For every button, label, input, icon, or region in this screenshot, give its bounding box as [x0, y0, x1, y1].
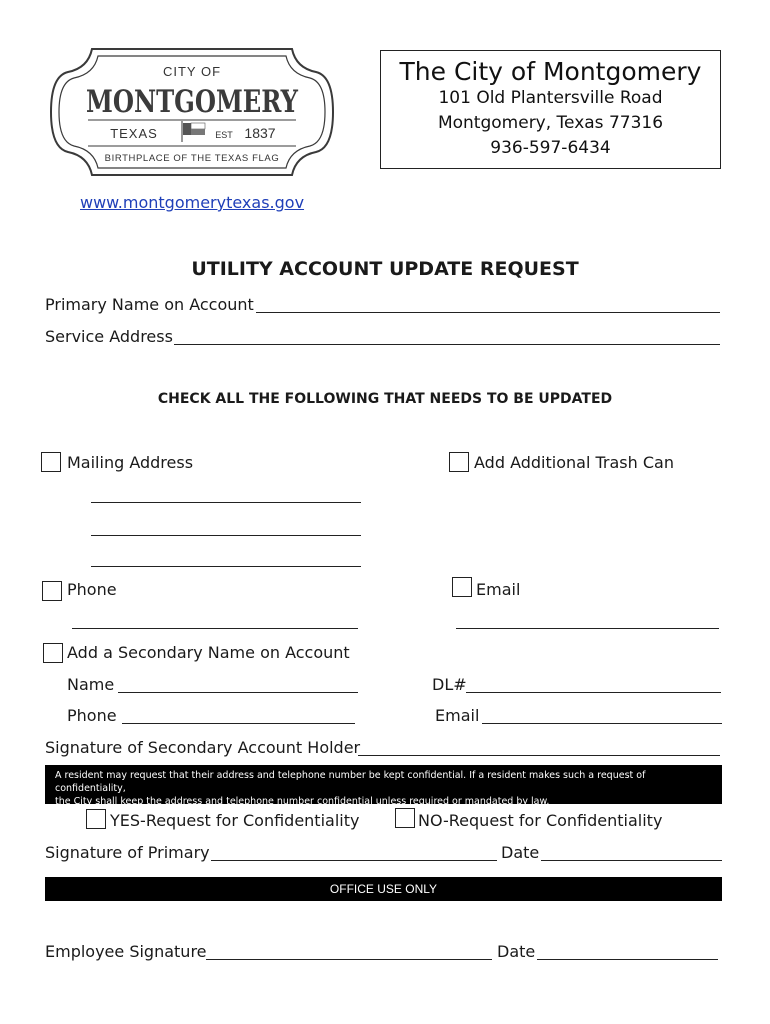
primary-signature-label: Signature of Primary: [45, 843, 210, 862]
employee-date-field[interactable]: [537, 959, 718, 960]
primary-date-label: Date: [501, 843, 540, 862]
mailing-address-line-2[interactable]: [91, 535, 361, 536]
city-title: The City of Montgomery: [399, 57, 702, 86]
address-line-2: Montgomery, Texas 77316: [437, 113, 664, 133]
secondary-signature-label: Signature of Secondary Account Holder: [45, 738, 361, 757]
phone-checkbox[interactable]: [42, 581, 62, 601]
secondary-signature-field[interactable]: [358, 755, 720, 756]
service-address-label: Service Address: [45, 327, 173, 346]
texas-flag-icon: [182, 121, 205, 142]
email-checkbox[interactable]: [452, 577, 472, 597]
logo-name: MONTGOMERY: [86, 84, 299, 120]
employee-signature-label: Employee Signature: [45, 942, 207, 961]
secondary-name-field[interactable]: [118, 692, 358, 693]
employee-signature-field[interactable]: [206, 959, 492, 960]
dl-field[interactable]: [466, 692, 721, 693]
secondary-name-label: Add a Secondary Name on Account: [67, 643, 350, 662]
primary-signature-field[interactable]: [211, 860, 497, 861]
city-phone: 936-597-6434: [490, 138, 611, 158]
city-logo: [48, 46, 336, 178]
phone-field[interactable]: [72, 628, 358, 629]
email-label: Email: [476, 580, 521, 599]
mailing-address-line-3[interactable]: [91, 566, 361, 567]
city-address-box: [380, 50, 721, 169]
address-line-1: 101 Old Plantersville Road: [438, 88, 663, 108]
service-address-field[interactable]: [174, 344, 720, 345]
logo-tagline: BIRTHPLACE OF THE TEXAS FLAG: [104, 153, 280, 164]
confidentiality-notice: [45, 765, 722, 807]
secondary-name-checkbox[interactable]: [43, 643, 63, 663]
dl-label: DL#: [432, 675, 467, 694]
mailing-address-label: Mailing Address: [67, 453, 194, 472]
logo-city-of: CITY OF: [162, 64, 222, 79]
mailing-address-checkbox[interactable]: [41, 452, 61, 472]
trash-can-label: Add Additional Trash Can: [474, 453, 674, 472]
phone-label: Phone: [67, 580, 117, 599]
website-link[interactable]: www.montgomerytexas.gov: [80, 193, 305, 212]
secondary-email-field[interactable]: [482, 723, 722, 724]
notice-line-1: A resident may request that their address and telephone number be kept confidential. If a resident makes such a request of confidentiality,: [55, 770, 646, 794]
mailing-address-line-1[interactable]: [91, 502, 361, 503]
primary-name-label: Primary Name on Account: [45, 295, 254, 314]
secondary-phone-label: Phone: [67, 706, 117, 725]
employee-date-label: Date: [497, 942, 536, 961]
logo-state: TEXAS: [110, 126, 158, 141]
trash-can-checkbox[interactable]: [449, 452, 469, 472]
office-use-banner: OFFICE USE ONLY: [45, 877, 722, 901]
primary-date-field[interactable]: [541, 860, 722, 861]
yes-confidentiality-label: YES-Request for Confidentiality: [110, 811, 360, 830]
logo-year: 1837: [244, 125, 276, 141]
form-title: UTILITY ACCOUNT UPDATE REQUEST: [191, 258, 579, 280]
email-field[interactable]: [456, 628, 719, 629]
logo-est: EST: [215, 130, 233, 140]
no-confidentiality-label: NO-Request for Confidentiality: [418, 811, 663, 830]
primary-name-field[interactable]: [256, 312, 720, 313]
check-section-title: CHECK ALL THE FOLLOWING THAT NEEDS TO BE UPDATED: [157, 391, 613, 407]
notice-line-2: the City shall keep the address and telephone number confidential unless required or mandated by law.: [55, 796, 550, 807]
yes-confidentiality-checkbox[interactable]: [86, 809, 106, 829]
no-confidentiality-checkbox[interactable]: [395, 808, 415, 828]
name-label: Name: [67, 675, 115, 694]
secondary-email-label: Email: [435, 706, 480, 725]
secondary-phone-field[interactable]: [122, 723, 355, 724]
